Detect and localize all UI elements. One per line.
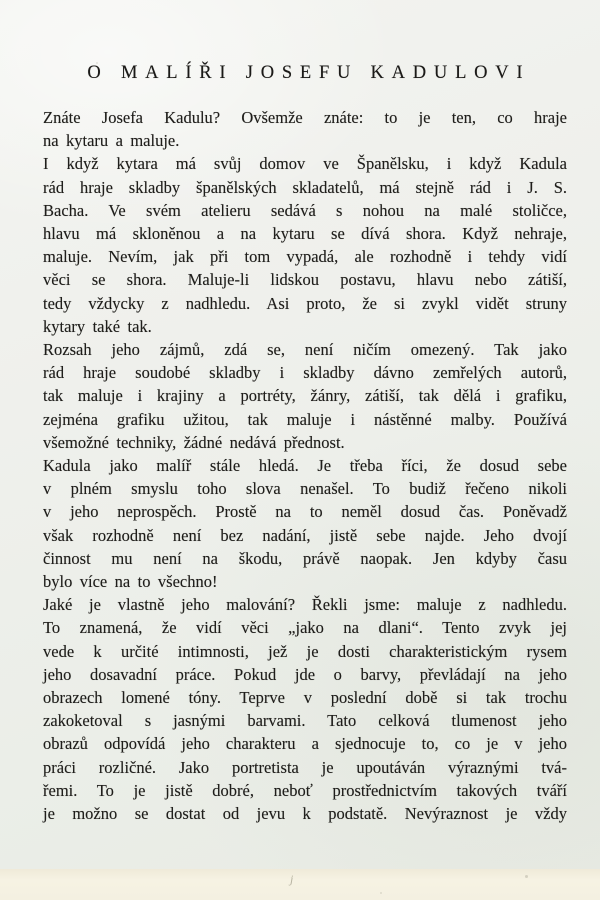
text-line: Rozsah jeho zájmů, zdá se, není ničím omezený. Tak jako <box>43 340 567 360</box>
page-title: O MALÍŘI JOSEFU KADULOVI <box>87 63 531 83</box>
text-line: je možno se dostat od jevu k podstatě. Nevýraznost je vždy <box>43 804 567 824</box>
text-line: Kadula jako malíř stále hledá. Je třeba říci, že dosud sebe <box>43 456 567 476</box>
paragraph-4 <box>43 454 567 593</box>
text-line: však rozhodně není bez nadání, jistě sebe najde. Jeho dvojí <box>43 525 567 545</box>
text-line: věci se shora. Maluje-li lidskou postavu, hlavu nebo zátiší, <box>43 270 567 290</box>
text-line: maluje. Nevím, jak při tom vypadá, ale rozhodně i tehdy vidí <box>43 247 567 267</box>
text-line: zakoketoval s jasnými barvami. Tato celková tlumenost jeho <box>43 711 567 731</box>
text-line: tak maluje i krajiny a portréty, žánry, zátiší, tak dělá i grafiku, <box>43 386 567 406</box>
text-line: Bacha. Ve svém atelieru sedává s nohou na malé stoličce, <box>43 200 567 220</box>
text-line: v plném smyslu toho slova nenašel. To budiž řečeno nikoli <box>43 479 567 499</box>
paragraph-3 <box>43 338 567 454</box>
text-line: práci rozličné. Jako portretista je upoutáván výraznými tvá- <box>43 757 567 777</box>
text-line: zejména grafiku užitou, tak maluje i nástěnné malby. Používá <box>43 409 567 429</box>
text-line: obrazů odpovídá jeho charakteru a sjednocuje to, co je v jeho <box>43 734 567 754</box>
text-line: v jeho neprospěch. Prostě na to neměl dosud čas. Poněvadž <box>43 502 567 522</box>
paragraph-5 <box>43 593 567 825</box>
text-line: rád hraje skladby španělských skladatelů, má stejně rád i J. S. <box>43 177 567 197</box>
text-line: rád hraje soudobé skladby i skladby dávno zemřelých autorů, <box>43 363 567 383</box>
text-line: na kytaru a maluje. <box>43 131 180 151</box>
paragraph-1 <box>43 106 567 152</box>
text-line: vede k určité intimnosti, jež je dosti charakteristickým rysem <box>43 641 567 661</box>
text-line: všemožné techniky, žádné nedává přednost. <box>43 432 345 452</box>
text-line: bylo více na to všechno! <box>43 572 218 592</box>
underlying-page-edge <box>0 869 600 900</box>
text-body <box>43 106 567 825</box>
text-line: Jaké je vlastně jeho malování? Řekli jsme: maluje z nadhledu. <box>43 595 567 615</box>
stray-print-mark: j <box>290 872 294 886</box>
text-line: tedy vždycky z nadhledu. Asi proto, že si zvykl vidět struny <box>43 293 567 313</box>
paragraph-2 <box>43 152 567 338</box>
paper-speck <box>525 875 528 878</box>
text-line: To znamená, že vidí věci „jako na dlani“. Tento zvyk jej <box>43 618 567 638</box>
text-line: Znáte Josefa Kadulu? Ovšemže znáte: to je ten, co hraje <box>43 108 567 127</box>
text-line: obrazech lomené tóny. Teprve v poslední době si tak trochu <box>43 688 567 708</box>
text-line: kytary také tak. <box>43 316 152 336</box>
page-content <box>43 0 567 825</box>
text-line: řemi. To je jistě dobré, neboť prostřednictvím takových tváří <box>43 780 567 800</box>
text-line: I když kytara má svůj domov ve Španělsku, i když Kadula <box>43 154 567 174</box>
text-line: jeho dosavadní práce. Pokud jde o barvy, převládají na jeho <box>43 664 567 684</box>
paper-speck <box>96 62 98 64</box>
text-line: činnost mu není na škodu, právě naopak. Jen kdyby času <box>43 548 567 568</box>
paper-speck <box>380 892 382 894</box>
text-line: hlavu má skloněnou a na kytaru se dívá shora. Když nehraje, <box>43 224 567 244</box>
